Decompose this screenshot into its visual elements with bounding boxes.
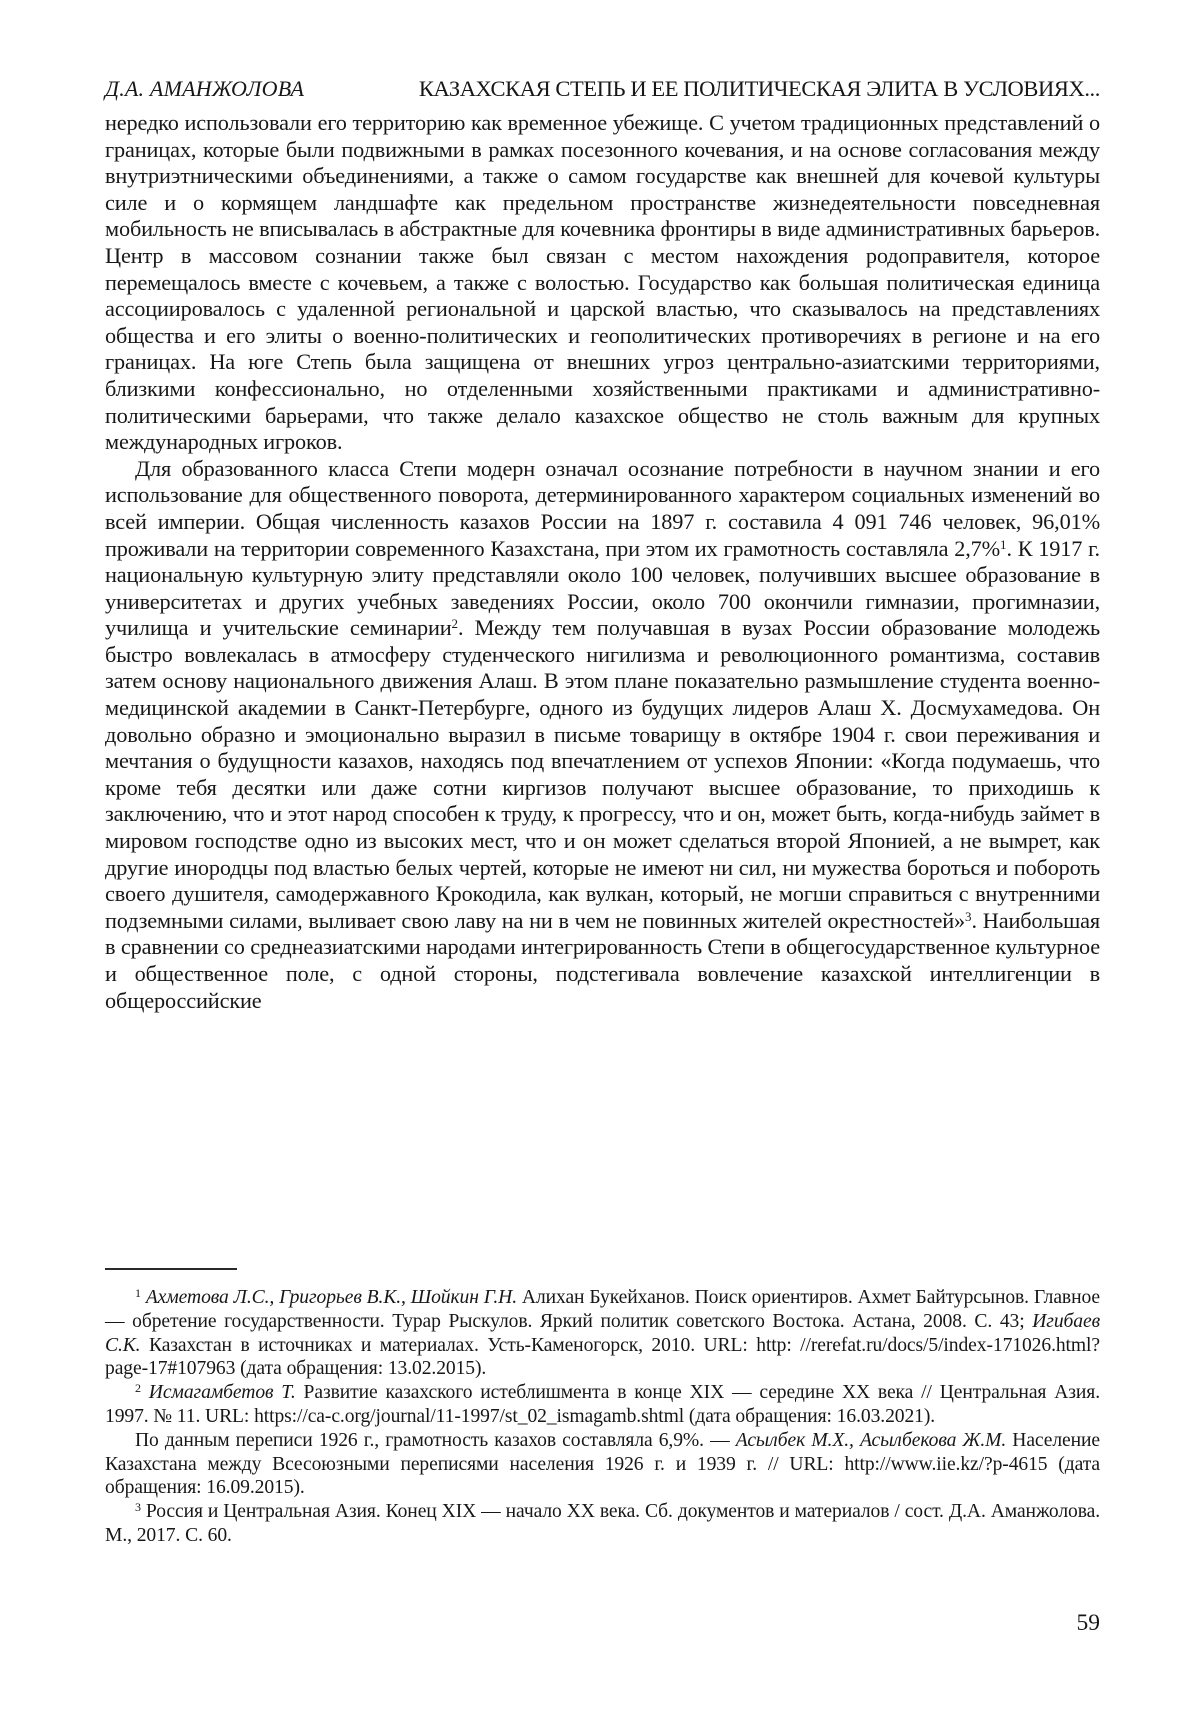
footnote-ref-2: 2 — [451, 616, 459, 632]
footnote-separator — [105, 1268, 237, 1270]
footnote-authors: Игибаев С.К. — [105, 1310, 1100, 1356]
footnotes-section — [105, 1286, 1100, 1548]
paragraph-text: . Между тем получавшая в вузах России образование молодежь быстро вовлекалась в атмосферу студенческого нигилизма и революционного романтизма, составив затем основу национального движения Алаш. В этом плане показательно размышление студента военно-медицинской академии в Санкт-Петербурге, одного из будущих лидеров Алаш Х. Досмухамедова. Он довольно образно и эмоционально выразил в письме товарищу в октябре 1904 г. свои переживания и мечтания о будущности казахов, находясь под впечатлением от успехов Японии: «Когда подумаешь, что кроме тебя десятки или даже сотни киргизов получают высшее образование, то приходишь к заключению, что и этот народ способен к труду, к прогрессу, что и он, может быть, когда-нибудь займет в мировом господстве одно из высоких мест, что и он может сделаться второй Японией, а не вымрет, как другие инородцы под властью белых чертей, которые не имеют ни сил, ни мужества бороться и побороть своего душителя, самодержавного Крокодила, как вулкан, который, не могши справиться с внутренними подземными силами, выливает свою лаву на ни в чем не повинных жителей окрестностей» — [105, 615, 1100, 933]
paragraph-text: . Наибольшая в сравнении со среднеазиатскими народами интегрированность Степи в общегосударственное культурное и общественное поле, с одной стороны, подстегивала вовлечение казахской интеллигенции в общероссийские — [105, 907, 1100, 1013]
page-number: 59 — [1076, 1610, 1100, 1636]
footnote-2-marker: 2 — [135, 1381, 141, 1396]
running-head-author: Д.А. АМАНЖОЛОВА — [105, 76, 305, 101]
footnote-text: Россия и Центральная Азия. Конец XIX — начало XX века. Сб. документов и материалов / сост. Д.А. Аманжолова. М., 2017. С. 60. — [105, 1501, 1100, 1546]
paragraph-continuation — [105, 110, 1100, 456]
footnote-3-marker: 3 — [135, 1500, 141, 1515]
footnote-ref-3: 3 — [965, 908, 972, 924]
main-text — [105, 110, 1100, 1014]
footnote-1-marker: 1 — [135, 1286, 141, 1300]
footnote-authors: Асылбек М.Х., Асылбекова Ж.М. — [735, 1429, 1013, 1451]
footnote-3 — [105, 1500, 1100, 1548]
footnote-text: Развитие казахского истеблишмента в конце XIX — середине XX века // Центральная Азия. 1997. № 11. URL: https://ca-c.org/journal/11-1997/st_02_ismagamb.shtml (дата обращения: 16.03.2021). — [105, 1382, 1100, 1427]
footnote-ref-1: 1 — [1000, 536, 1007, 552]
footnote-authors: Исмагамбетов Т. — [140, 1382, 304, 1404]
footnote-text: Казахстан в источниках и материалах. Усть-Каменогорск, 2010. URL: http: //rerefat.ru/docs/5/index-171026.html?page-17#107963 (дата обращения: 13.02.2015). — [105, 1334, 1100, 1380]
page-footer — [105, 1610, 1100, 1637]
paragraph-text: нередко использовали его территорию как временное убежище. С учетом традиционных представлений о границах, которые были подвижными в рамках посезонного кочевания, и на основе согласования между внутриэтническими объединениями, а также о самом государстве как внешней для кочевой культуры силе и о кормящем ландшафте как предельном пространстве жизнедеятельности повседневная мобильность не вписывалась в абстрактные для кочевника фронтиры в виде административных барьеров. Центр в массовом сознании также был связан с местом нахождения родоправителя, которое перемещалось вместе с кочевьем, а также с волостью. Государство как большая политическая единица ассоциировалось с удаленной региональной и царской властью, что сказывалось на представлениях общества и его элиты о военно-политических и геополитических противоречиях в регионе и на его границах. На юге Степь была защищена от внешних угроз центрально-азиатскими территориями, близкими конфессионально, но отделенными хозяйственными практиками и административно-политическими барьерами, что также делало казахское общество не столь важным для крупных международных игроков. — [105, 110, 1100, 455]
footnote-1 — [105, 1286, 1100, 1381]
running-head — [105, 76, 1100, 102]
footnote-2 — [105, 1381, 1100, 1429]
footnote-text: По данным переписи 1926 г., грамотность казахов составляла 6,9%. — — [135, 1429, 736, 1451]
footnote-text: Алихан Букейханов. Поиск ориентиров. Ахмет Байтурсынов. Главное — обретение государственности. Турар Рыскулов. Яркий политик советского Востока. Астана, 2008. С. 43; — [105, 1287, 1100, 1332]
footnote-text: Население Казахстана между Всесоюзными переписями населения 1926 г. и 1939 г. // URL: http://www.iie.kz/?p-4615 (дата обращения: 16.09.2015). — [105, 1429, 1101, 1499]
paragraph — [105, 456, 1100, 1014]
footnote-authors: Ахметова Л.С., Григорьев В.К., Шойкин Г.Н. — [140, 1287, 522, 1308]
footnote-unnumbered-note — [105, 1429, 1100, 1500]
running-head-title: КАЗАХСКАЯ СТЕПЬ И ЕЕ ПОЛИТИЧЕСКАЯ ЭЛИТА В УСЛОВИЯХ... — [418, 76, 1100, 101]
paragraph-text: Для образованного класса Степи модерн означал осознание потребности в научном знании и его использование для общественного поворота, детерминированного характером социальных изменений во всей империи. Общая численность казахов России на 1897 г. составила 4 091 746 человек, 96,01% проживали на территории современного Казахстана, при этом их грамотность составляла 2,7% — [105, 455, 1100, 561]
paragraph-text: . К 1917 г. национальную культурную элиту представляли около 100 человек, получивших высшее образование в университетах и других учебных заведениях России, около 700 окончили гимназии, прогимназии, училища и учительские семинарии — [105, 535, 1100, 641]
